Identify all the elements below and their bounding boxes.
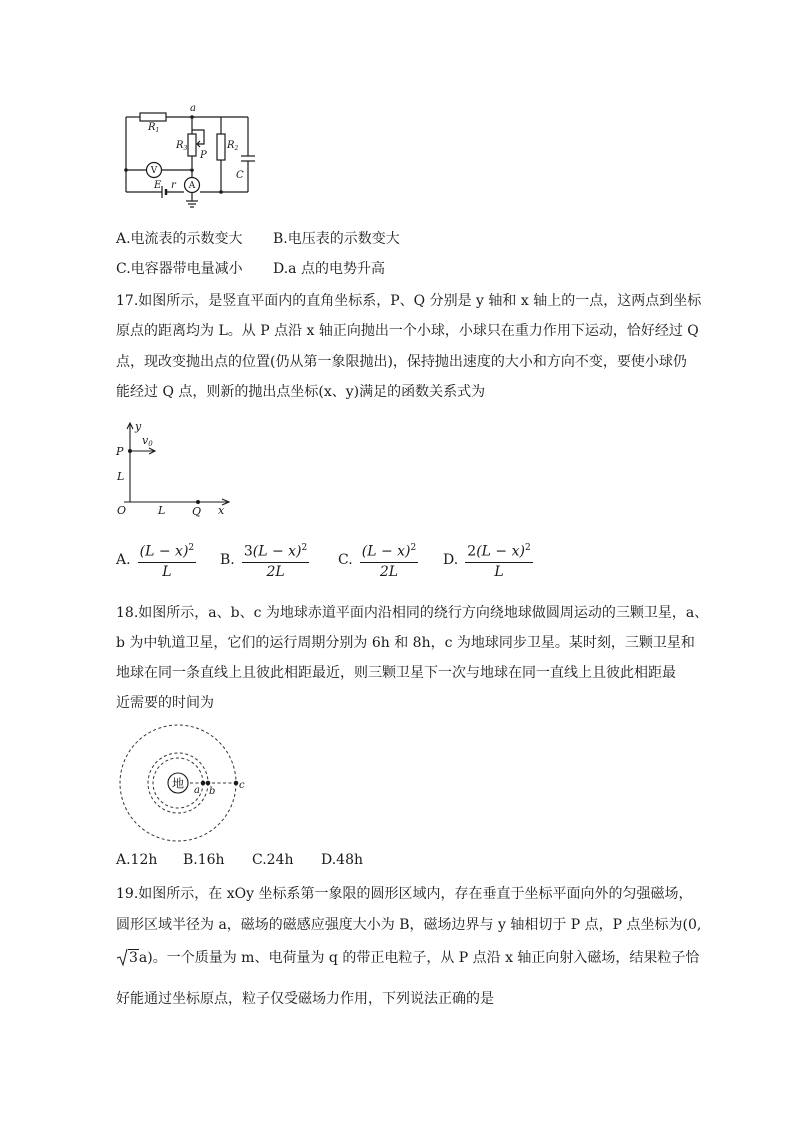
sqrt-symbol: 3 — [116, 948, 139, 968]
q19-line-4: 好能通过坐标原点，粒子仅受磁场力作用，下列说法正确的是 — [116, 991, 494, 1007]
svg-text:c: c — [239, 780, 245, 791]
q18-option-b: B.16h — [183, 852, 225, 868]
svg-text:r: r — [171, 180, 176, 191]
svg-text:x: x — [218, 504, 225, 517]
q18-line-1: 18.如图所示，a、b、c 为地球赤道平面内沿相同的绕行方向绕地球做圆周运动的三颗卫星，a、 — [116, 605, 709, 621]
satellite-a — [201, 781, 206, 786]
svg-text:A: A — [188, 181, 196, 191]
q17-option-a: A. $\frac{(L - x)^2}{L}$ — [116, 540, 196, 581]
svg-text:O: O — [117, 504, 127, 517]
svg-text:R1: $R_1$ — [148, 122, 160, 134]
svg-text:P: P — [200, 150, 207, 161]
svg-text:地: 地 — [171, 776, 185, 791]
svg-text:y: y — [135, 420, 142, 433]
q16-option-a: A.电流表的示数变大 — [116, 231, 243, 247]
q17-line-4: 能经过 Q 点，则新的抛出点坐标(x、y)满足的函数关系式为 — [116, 384, 486, 400]
q18-option-c: C.24h — [252, 852, 294, 868]
q18-orbit-figure — [118, 722, 250, 846]
circuit-diagram — [118, 100, 268, 212]
svg-text:L: L — [117, 470, 125, 483]
q19-line-3: 3a)。一个质量为 m、电荷量为 q 的带正电粒子，从 P 点沿 x 轴正向射入磁场，结果粒子恰 — [116, 948, 699, 968]
svg-text:R2: $R_2$ — [227, 140, 239, 152]
q16-option-c: C.电容器带电量减小 — [116, 261, 243, 277]
svg-text:b: b — [209, 786, 216, 797]
svg-text:E: E — [154, 180, 162, 191]
q16-option-d: D.a 点的电势升高 — [273, 261, 385, 277]
satellite-c — [234, 781, 239, 786]
q18-option-d: D.48h — [321, 852, 364, 868]
q19-line-1: 19.如图所示，在 xOy 坐标系第一象限的圆形区域内，存在垂直于坐标平面向外的匀强磁场， — [116, 886, 693, 902]
q18-option-a: A.12h — [116, 852, 158, 868]
q17-coordinate-figure — [112, 418, 242, 522]
resistor-r1 — [140, 113, 166, 121]
q17-line-3: 点，现改变抛出点的位置(仍从第一象限抛出)，保持抛出速度的大小和方向不变，要使小球仍 — [116, 354, 687, 370]
svg-text:Q: Q — [192, 505, 202, 518]
svg-text:R3: $R_3$ — [176, 140, 188, 152]
q18-line-2: b 为中轨道卫星，它们的运行周期分别为 6h 和 8h，c 为地球同步卫星。某时刻，三颗卫星和 — [116, 635, 695, 651]
svg-text:a: a — [190, 103, 196, 114]
q17-line-2: 原点的距离均为 L。从 P 点沿 x 轴正向抛出一个小球，小球只在重力作用下运动，恰好经过 Q — [116, 323, 699, 339]
q17-option-d: D. $\frac{2(L - x)^2}{L}$ — [443, 540, 533, 581]
satellite-b — [206, 781, 211, 786]
svg-text:V: V — [150, 166, 158, 176]
svg-text:L: L — [158, 504, 166, 517]
svg-text:v0: v0 — [142, 434, 153, 448]
resistor-r3 — [188, 134, 196, 156]
resistor-r2 — [217, 134, 225, 160]
q17-option-c: C. $\frac{(L - x)^2}{2L}$ — [338, 540, 418, 581]
q19-line-2: 圆形区域半径为 a，磁场的磁感应强度大小为 B，磁场边界与 y 轴相切于 P 点，P 点坐标为(0, — [116, 917, 702, 933]
q18-line-4: 近需要的时间为 — [116, 695, 214, 711]
svg-text:P: P — [116, 445, 124, 458]
svg-text:a: a — [194, 785, 200, 796]
q16-option-b: B.电压表的示数变大 — [273, 231, 400, 247]
q17-line-1: 17.如图所示，是竖直平面内的直角坐标系，P、Q 分别是 y 轴和 x 轴上的一点，这两点到坐标 — [116, 293, 702, 309]
q17-option-b: B. $\frac{3(L - x)^2}{2L}$ — [220, 540, 309, 581]
q18-line-3: 地球在同一条直线上且彼此相距最近，则三颗卫星下一次与地球在同一直线上且彼此相距最 — [116, 665, 676, 681]
svg-text:C: C — [236, 170, 244, 181]
